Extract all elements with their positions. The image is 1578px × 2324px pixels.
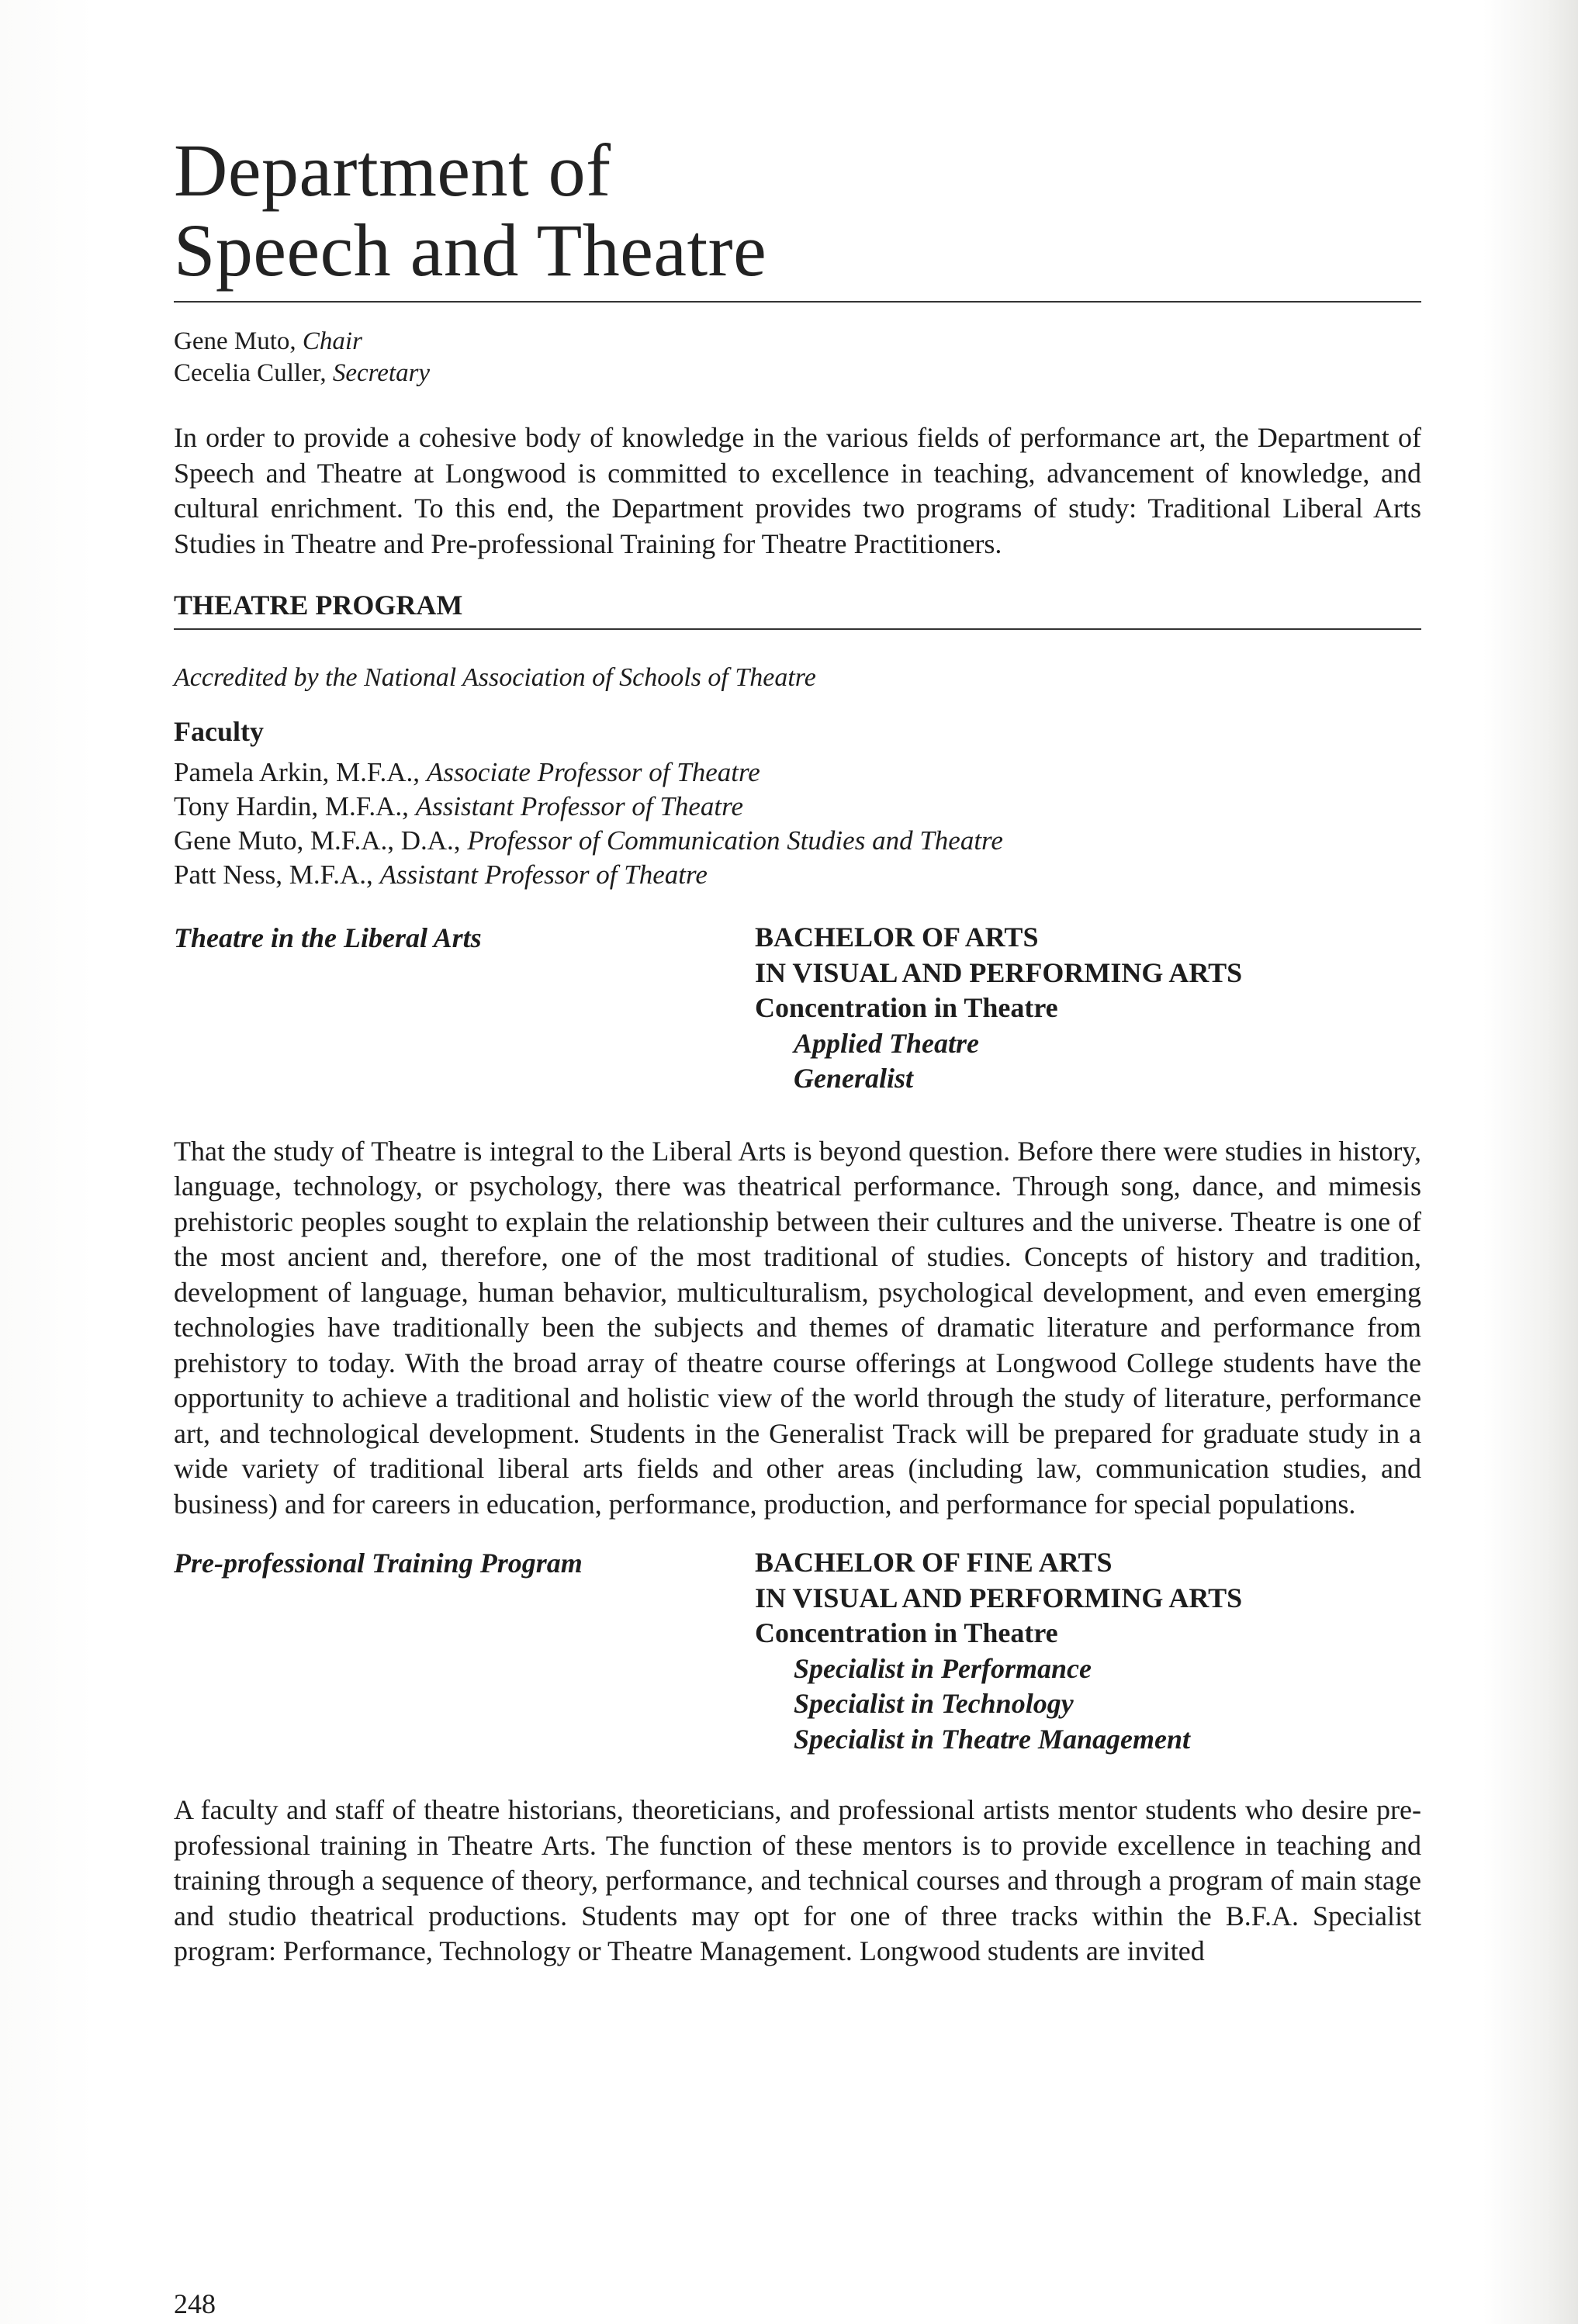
faculty-name: Patt Ness, M.F.A.,	[174, 859, 380, 890]
staff-name: Gene Muto,	[174, 327, 303, 355]
staff-name: Cecelia Culler,	[174, 359, 333, 387]
faculty-member	[174, 756, 1421, 790]
track-item: Specialist in Performance	[794, 1652, 1092, 1684]
page-title-line-1: Department of	[174, 129, 611, 212]
liberal-arts-label: Theatre in the Liberal Arts	[174, 922, 482, 953]
degree-title: BACHELOR OF FINE ARTS	[755, 1547, 1113, 1578]
faculty-member	[174, 790, 1421, 824]
department-staff	[174, 326, 1421, 389]
track-item: Applied Theatre	[794, 1027, 979, 1059]
track-item: Specialist in Technology	[794, 1688, 1074, 1719]
track-item: Generalist	[794, 1063, 914, 1094]
staff-line-chair	[174, 326, 1421, 358]
faculty-title: Assistant Professor of Theatre	[415, 791, 743, 821]
staff-role: Chair	[302, 327, 362, 355]
concentration: Concentration in Theatre	[755, 1617, 1058, 1648]
faculty-name: Gene Muto, M.F.A., D.A.,	[174, 825, 468, 856]
track-item: Specialist in Theatre Management	[794, 1723, 1191, 1755]
pre-professional-paragraph: A faculty and staff of theatre historians, theoreticians, and professional artists mentor students who desire pre-professional training in Theatre Arts. The function of these mentors is to provide excellence in teaching and training through a sequence of theory, performance, and technical courses and through a program of main stage and studio theatrical productions. Students may opt for one of three tracks within the B.F.A. Specialist program: Performance, Technology or Theatre Management. Longwood students are invited	[174, 1794, 1421, 1966]
intro-paragraph: In order to provide a cohesive body of knowledge in the various fields of performance art, the Department of Speech and Theatre at Longwood is committed to excellence in teaching, advancement of knowledge, and cultural enrichment. To this end, the Department provides two programs of study: Traditional Liberal Arts Studies in Theatre and Pre-professional Training for Theatre Practitioners.	[174, 422, 1421, 559]
degree-subtitle: IN VISUAL AND PERFORMING ARTS	[755, 956, 1243, 988]
faculty-member	[174, 858, 1421, 892]
ba-degree-block	[755, 920, 1421, 1097]
staff-line-secretary	[174, 358, 1421, 389]
faculty-title: Associate Professor of Theatre	[426, 757, 760, 787]
faculty-title: Professor of Communication Studies and Theatre	[467, 825, 1003, 856]
faculty-list	[174, 756, 1421, 892]
degree-subtitle: IN VISUAL AND PERFORMING ARTS	[755, 1582, 1243, 1613]
pre-professional-label: Pre-professional Training Program	[174, 1548, 583, 1579]
liberal-arts-paragraph: That the study of Theatre is integral to the Liberal Arts is beyond question. Before there were studies in history, language, technology, or psychology, there was theatrical performance. Through song, dance, and mimesis prehistoric peoples sought to explain the relationship between their cultures and the universe. Theatre is one of the most ancient and, therefore, one of the most traditional of studies. Concepts of history and tradition, development of language, human behavior, multiculturalism, psychological development, and even emerging technologies have traditionally been the subjects and themes of dramatic literature and performance from prehistory to today. With the broad array of theatre course offerings at Longwood College students have the opportunity to achieve a traditional and holistic view of the world through the study of literature, performance art, and technological development. Students in the Generalist Track will be prepared for graduate study in a wide variety of traditional liberal arts fields and other areas (including law, communication studies, and business) and for careers in education, performance, production, and performance for special populations.	[174, 1135, 1421, 1520]
page-number: 248	[174, 2288, 216, 2319]
liberal-arts-program	[174, 920, 1421, 1097]
faculty-heading: Faculty	[174, 716, 264, 747]
faculty-member	[174, 824, 1421, 858]
staff-role: Secretary	[332, 359, 431, 387]
pre-professional-program	[174, 1545, 1421, 1757]
concentration: Concentration in Theatre	[755, 992, 1058, 1023]
faculty-name: Tony Hardin, M.F.A.,	[174, 791, 416, 821]
accreditation-note: Accredited by the National Association of Schools of Theatre	[174, 663, 816, 692]
page-title-line-2: Speech and Theatre	[174, 209, 767, 292]
theatre-program-heading: THEATRE PROGRAM	[174, 588, 1421, 630]
page-content	[174, 130, 1421, 1970]
page-title	[174, 130, 1421, 290]
degree-title: BACHELOR OF ARTS	[755, 922, 1039, 953]
title-divider	[174, 301, 1421, 303]
faculty-name: Pamela Arkin, M.F.A.,	[174, 757, 427, 787]
bfa-degree-block	[755, 1545, 1421, 1757]
faculty-title: Assistant Professor of Theatre	[379, 859, 708, 890]
